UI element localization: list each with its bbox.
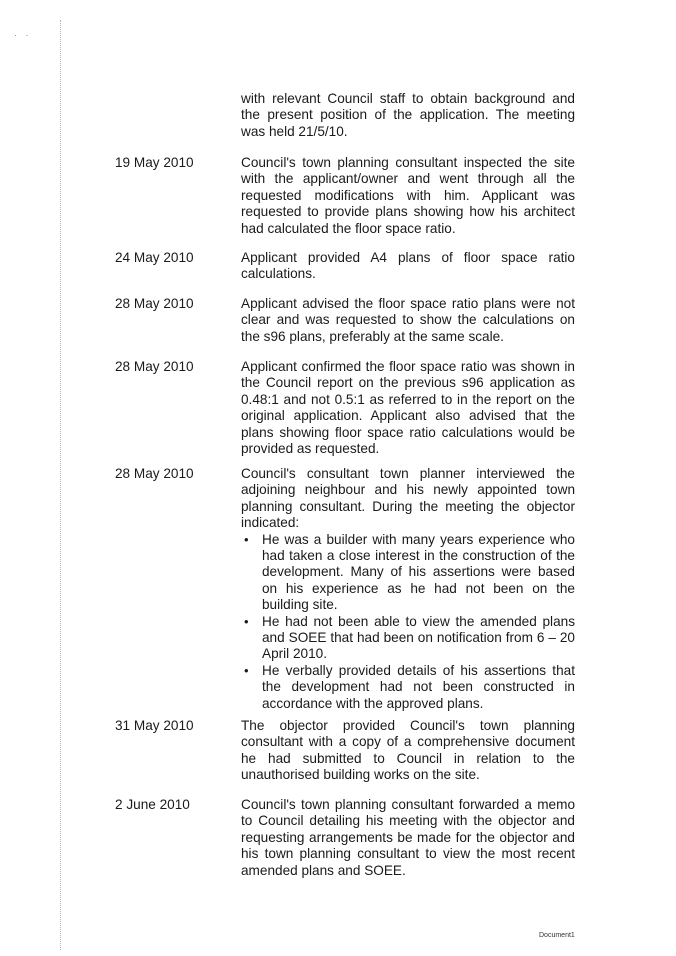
bullet-item [241, 663, 575, 712]
bullet-text: He was a builder with many years experience who had taken a close interest in the construction of the development. Many of his assertions were based on his experience as he had not been on the building site. [262, 531, 575, 613]
entry-paragraph: Council's town planning consultant inspected the site with the applicant/owner and went through all the requested modifications with him. Applicant was requested to provide plans showing how his architect had calculated the floor space ratio. [241, 155, 575, 236]
bullet-dot-icon: • [244, 662, 249, 678]
entry-date: 28 May 2010 [115, 359, 194, 374]
objector-points-list [241, 532, 575, 712]
bullet-text: He verbally provided details of his assertions that the development had not been constructed in accordance with the approved plans. [262, 662, 575, 711]
bullet-item [241, 614, 575, 663]
entry-text [241, 797, 575, 879]
entry-text [241, 296, 575, 345]
entry-date: 28 May 2010 [115, 296, 194, 311]
page-edge-line [60, 20, 61, 950]
entry-paragraph: with relevant Council staff to obtain background and the present position of the application. The meeting was held 21/5/10. [241, 91, 575, 139]
entry-paragraph: Applicant advised the floor space ratio plans were not clear and was requested to show the calculations on the s96 plans, preferably at the same scale. [241, 296, 575, 344]
scan-specks: · · [14, 30, 32, 40]
bullet-dot-icon: • [244, 531, 249, 547]
entry-text [241, 466, 575, 712]
bullet-item [241, 532, 575, 614]
entry-text [241, 718, 575, 784]
entry-date: 2 June 2010 [115, 797, 190, 812]
entry-text [241, 359, 575, 457]
entry-paragraph: Council's consultant town planner interviewed the adjoining neighbour and his newly appointed town planning consultant. During the meeting the objector indicated: [241, 466, 575, 531]
entry-text [241, 91, 575, 140]
entry-text [241, 155, 575, 237]
document-footer-label: Document1 [539, 932, 575, 939]
entry-paragraph: Applicant confirmed the floor space ratio was shown in the Council report on the previous s96 application as 0.48:1 and not 0.5:1 as referred to in the report on the original application. Applicant also advised that the plans showing floor space ratio calculations would be provided as requested. [241, 359, 575, 457]
entry-date: 19 May 2010 [115, 155, 194, 170]
bullet-text: He had not been able to view the amended plans and SOEE that had been on notification from 6 – 20 April 2010. [262, 613, 575, 662]
entry-paragraph: Applicant provided A4 plans of floor space ratio calculations. [241, 250, 575, 282]
entry-text [241, 250, 575, 283]
entry-date: 31 May 2010 [115, 718, 194, 733]
bullet-dot-icon: • [244, 613, 249, 629]
entry-paragraph: Council's town planning consultant forwarded a memo to Council detailing his meeting with the objector and requesting arrangements be made for the objector and his town planning consultant to view the most recent amended plans and SOEE. [241, 797, 575, 878]
entry-date: 28 May 2010 [115, 466, 194, 481]
entry-paragraph: The objector provided Council's town planning consultant with a copy of a comprehensive document he had submitted to Council in relation to the unauthorised building works on the site. [241, 718, 575, 783]
entry-date: 24 May 2010 [115, 250, 194, 265]
